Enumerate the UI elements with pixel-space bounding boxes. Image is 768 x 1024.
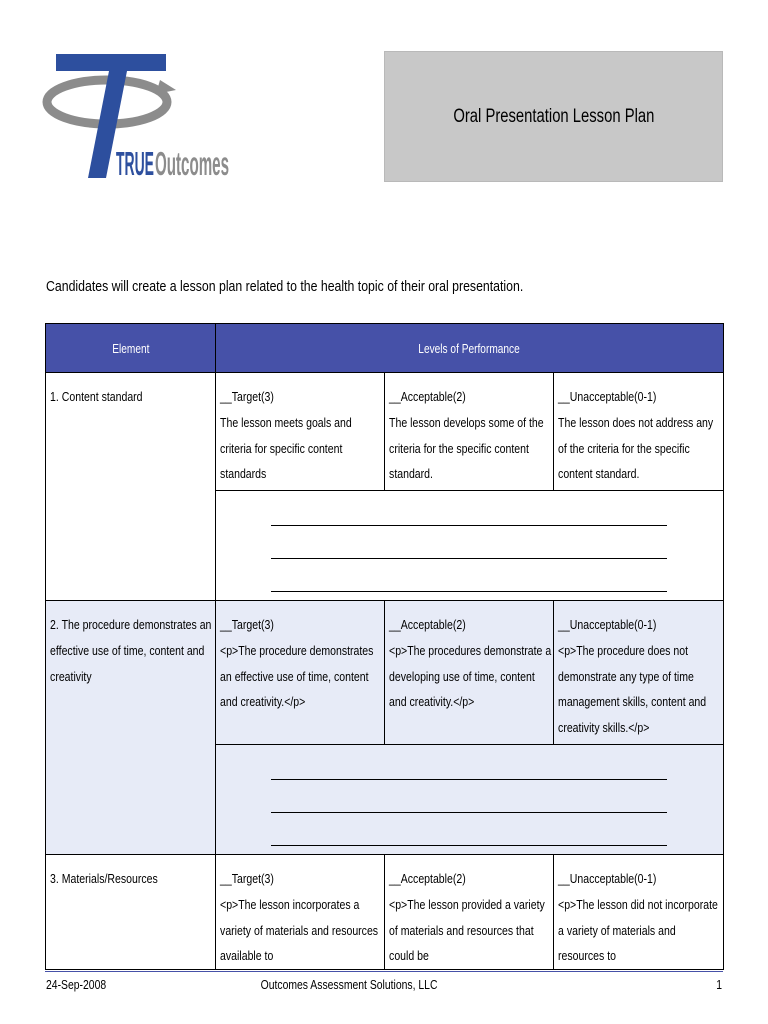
level-cell-acceptable <box>385 373 554 491</box>
element-label: 3. Materials/Resources <box>50 871 158 886</box>
comment-line <box>271 591 667 592</box>
comment-lines-cell <box>216 491 724 601</box>
level-description: <p>The lesson did not incorporate a variety of materials and resources to <box>558 896 718 964</box>
footer-company: Outcomes Assessment Solutions, LLC <box>260 977 438 992</box>
level-label: __Acceptable(2) <box>389 389 466 404</box>
level-label: __Target(3) <box>220 617 274 632</box>
level-label: __Target(3) <box>220 389 274 404</box>
intro-text: Candidates will create a lesson plan related to the health topic of their oral presentation. <box>46 278 524 295</box>
element-cell <box>46 601 216 855</box>
level-description: <p>The procedures demonstrate a developing use of time, content and creativity.</p> <box>389 642 552 710</box>
logo-text-outcomes: Outcomes <box>155 145 229 182</box>
level-cell-acceptable <box>385 601 554 745</box>
level-cell-acceptable <box>385 855 554 970</box>
level-cell-target <box>216 601 385 745</box>
footer-page-number: 1 <box>716 977 722 992</box>
level-label: __Target(3) <box>220 871 274 886</box>
comment-line <box>271 845 667 846</box>
level-description: The lesson meets goals and criteria for specific content standards <box>220 414 352 482</box>
element-cell <box>46 855 216 970</box>
level-cell-unacceptable <box>554 855 724 970</box>
level-cell-unacceptable <box>554 601 724 745</box>
level-label: __Unacceptable(0-1) <box>558 389 657 404</box>
level-label: __Acceptable(2) <box>389 871 466 886</box>
header-levels: Levels of Performance <box>216 324 724 373</box>
footer-rule <box>45 971 723 972</box>
header-element: Element <box>46 324 216 373</box>
comment-lines-cell <box>216 745 724 855</box>
level-label: __Unacceptable(0-1) <box>558 617 657 632</box>
level-label: __Acceptable(2) <box>389 617 466 632</box>
level-description: The lesson does not address any of the criteria for the specific content standard. <box>558 414 714 482</box>
level-description: The lesson develops some of the criteria for the specific content standard. <box>389 414 544 482</box>
element-label: 2. The procedure demonstrates an effective use of time, content and creativity <box>50 617 212 684</box>
table-row <box>46 601 724 745</box>
logo-text-true: TRUE <box>116 145 154 182</box>
document-title-box <box>384 51 723 182</box>
level-cell-target <box>216 855 385 970</box>
level-cell-target <box>216 373 385 491</box>
table-row <box>46 855 724 970</box>
comment-line <box>271 558 667 559</box>
footer-date: 24-Sep-2008 <box>46 977 107 992</box>
level-description: <p>The procedure does not demonstrate any type of time management skills, content and creativity skills.</p> <box>558 642 707 736</box>
level-label: __Unacceptable(0-1) <box>558 871 657 886</box>
comment-line <box>271 812 667 813</box>
rubric-table <box>45 323 724 970</box>
table-row <box>46 373 724 491</box>
element-label: 1. Content standard <box>50 389 143 404</box>
element-cell <box>46 373 216 601</box>
table-header-row <box>46 324 724 373</box>
document-title: Oral Presentation Lesson Plan <box>452 105 655 127</box>
level-description: <p>The procedure demonstrates an effective use of time, content and creativity.</p> <box>220 642 374 710</box>
comment-line <box>271 525 667 526</box>
true-outcomes-logo <box>42 50 242 185</box>
level-cell-unacceptable <box>554 373 724 491</box>
comment-line <box>271 779 667 780</box>
level-description: <p>The lesson provided a variety of materials and resources that could be <box>389 896 545 964</box>
level-description: <p>The lesson incorporates a variety of materials and resources available to <box>220 896 379 964</box>
